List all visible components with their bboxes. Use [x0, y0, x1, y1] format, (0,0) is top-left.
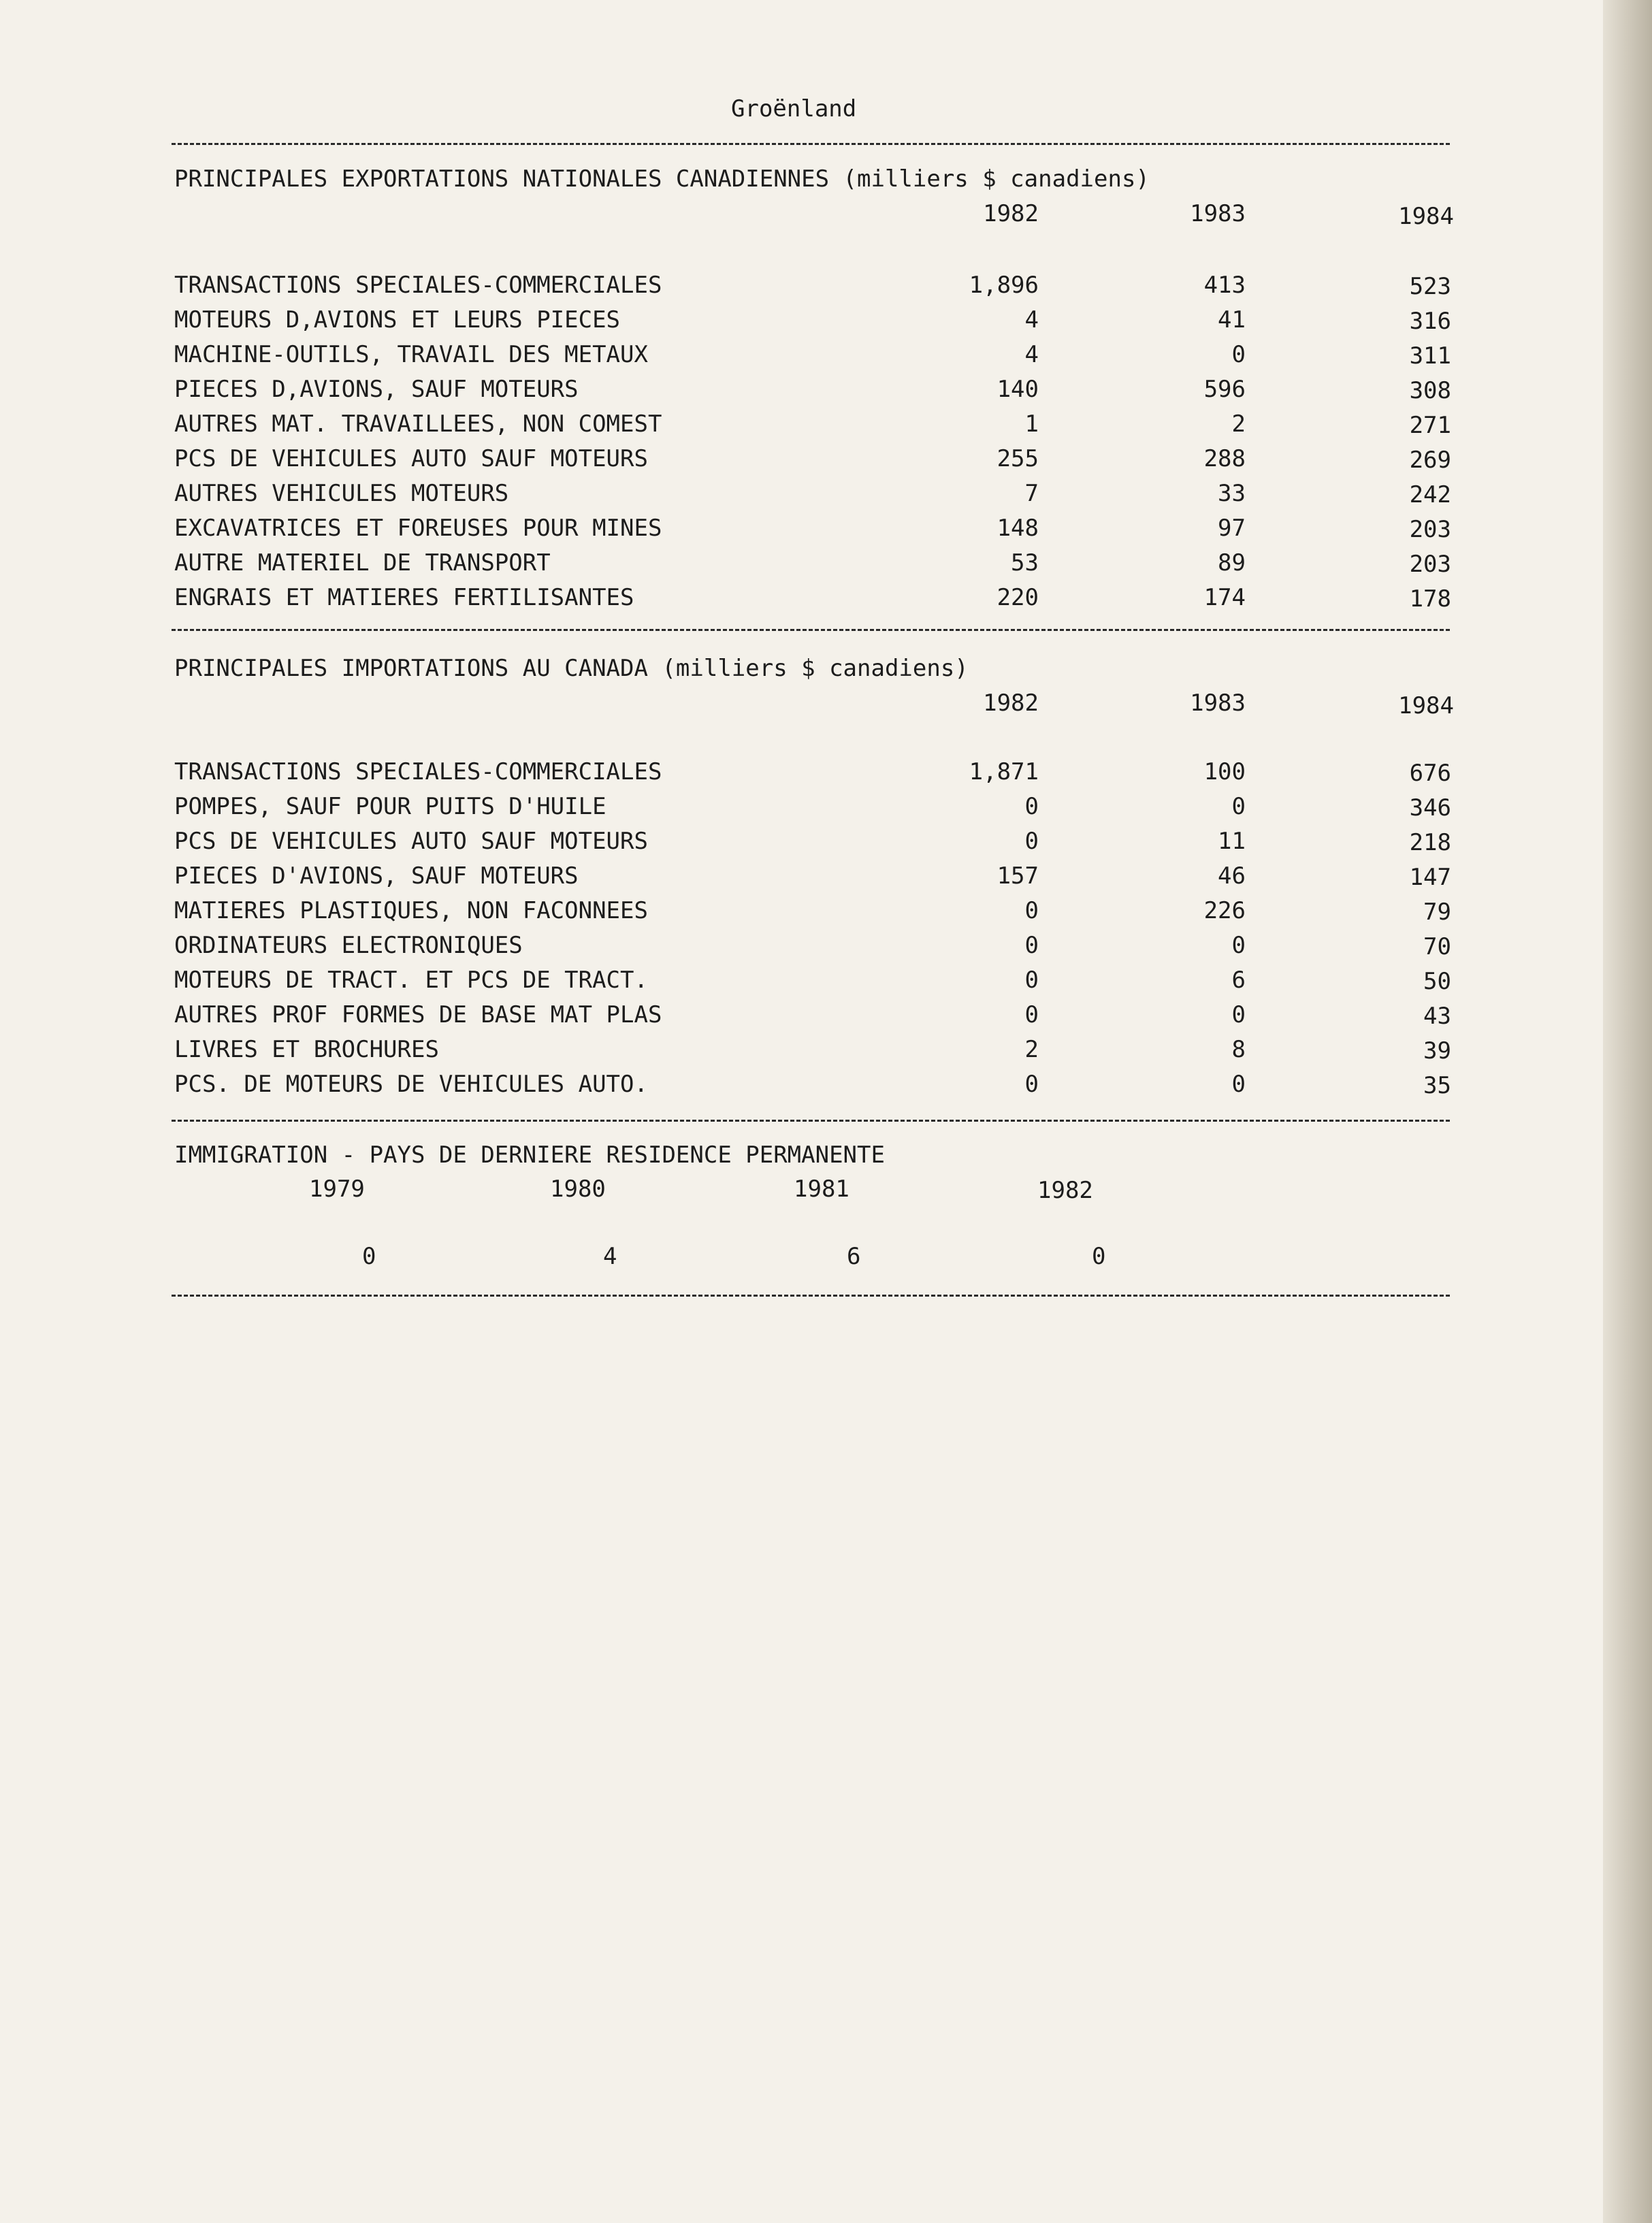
value-1982: 148 — [997, 515, 1039, 542]
value-1983: 0 — [1231, 1071, 1246, 1098]
value-1984: 39 — [1423, 1037, 1451, 1065]
value-1984: 178 — [1409, 585, 1451, 613]
value-1982: 0 — [1024, 967, 1039, 994]
imports-year-header: 1984 — [1398, 692, 1454, 719]
value-1984: 316 — [1409, 308, 1451, 335]
value-1983: 0 — [1231, 1001, 1246, 1028]
row-label: PCS DE VEHICULES AUTO SAUF MOTEURS — [174, 828, 648, 855]
value-1983: 97 — [1218, 515, 1246, 542]
value-1983: 33 — [1218, 480, 1246, 507]
value-1982: 2 — [1024, 1036, 1039, 1063]
value-1983: 8 — [1231, 1036, 1246, 1063]
divider — [172, 1120, 1450, 1122]
immigration-year-header: 1980 — [550, 1175, 606, 1203]
exports-year-header: 1982 — [983, 200, 1039, 227]
divider — [172, 1295, 1450, 1297]
value-1983: 0 — [1231, 932, 1246, 959]
imports-year-header: 1982 — [983, 689, 1039, 717]
value-1982: 0 — [1024, 793, 1039, 820]
value-1982: 0 — [1024, 932, 1039, 959]
value-1983: 46 — [1218, 862, 1246, 890]
value-1983: 2 — [1231, 410, 1246, 438]
exports-heading: PRINCIPALES EXPORTATIONS NATIONALES CANADIENNES (milliers $ canadiens) — [174, 165, 1150, 193]
immigration-heading: IMMIGRATION - PAYS DE DERNIERE RESIDENCE PERMANENTE — [174, 1141, 885, 1169]
value-1982: 0 — [1024, 1001, 1039, 1028]
value-1984: 203 — [1409, 516, 1451, 543]
value-1984: 43 — [1423, 1003, 1451, 1030]
value-1984: 242 — [1409, 481, 1451, 508]
value-1982: 0 — [1024, 897, 1039, 924]
value-1983: 596 — [1203, 376, 1246, 403]
value-1983: 174 — [1203, 584, 1246, 611]
row-label: POMPES, SAUF POUR PUITS D'HUILE — [174, 793, 606, 820]
page-edge — [1603, 0, 1652, 2223]
immigration-year-header: 1979 — [309, 1175, 365, 1203]
value-1984: 79 — [1423, 898, 1451, 926]
row-label: MOTEURS D,AVIONS ET LEURS PIECES — [174, 306, 621, 334]
row-label: PCS DE VEHICULES AUTO SAUF MOTEURS — [174, 445, 648, 472]
imports-heading: PRINCIPALES IMPORTATIONS AU CANADA (milliers $ canadiens) — [174, 655, 969, 682]
divider — [172, 143, 1450, 145]
value-1983: 226 — [1203, 897, 1246, 924]
immigration-value: 6 — [847, 1243, 861, 1270]
row-label: PCS. DE MOTEURS DE VEHICULES AUTO. — [174, 1071, 648, 1098]
row-label: AUTRES PROF FORMES DE BASE MAT PLAS — [174, 1001, 662, 1028]
value-1982: 255 — [997, 445, 1039, 472]
value-1984: 269 — [1409, 447, 1451, 474]
value-1982: 53 — [1011, 549, 1039, 577]
value-1984: 676 — [1409, 760, 1451, 787]
divider — [172, 629, 1450, 631]
value-1982: 0 — [1024, 828, 1039, 855]
exports-year-header: 1984 — [1398, 203, 1454, 230]
value-1984: 271 — [1409, 412, 1451, 439]
immigration-value: 0 — [362, 1243, 376, 1270]
value-1984: 218 — [1409, 829, 1451, 856]
immigration-year-header: 1982 — [1037, 1177, 1093, 1204]
value-1984: 147 — [1409, 864, 1451, 891]
value-1982: 4 — [1024, 341, 1039, 368]
row-label: MATIERES PLASTIQUES, NON FACONNEES — [174, 897, 648, 924]
row-label: EXCAVATRICES ET FOREUSES POUR MINES — [174, 515, 662, 542]
value-1983: 0 — [1231, 793, 1246, 820]
exports-year-header: 1983 — [1190, 200, 1246, 227]
row-label: ORDINATEURS ELECTRONIQUES — [174, 932, 523, 959]
row-label: TRANSACTIONS SPECIALES-COMMERCIALES — [174, 758, 662, 785]
row-label: AUTRE MATERIEL DE TRANSPORT — [174, 549, 551, 577]
row-label: MACHINE-OUTILS, TRAVAIL DES METAUX — [174, 341, 648, 368]
value-1982: 1 — [1024, 410, 1039, 438]
row-label: TRANSACTIONS SPECIALES-COMMERCIALES — [174, 272, 662, 299]
value-1982: 1,871 — [969, 758, 1039, 785]
value-1982: 140 — [997, 376, 1039, 403]
value-1983: 413 — [1203, 272, 1246, 299]
immigration-year-header: 1981 — [794, 1175, 849, 1203]
value-1983: 89 — [1218, 549, 1246, 577]
imports-year-header: 1983 — [1190, 689, 1246, 717]
value-1984: 311 — [1409, 342, 1451, 370]
row-label: ENGRAIS ET MATIERES FERTILISANTES — [174, 584, 634, 611]
value-1982: 1,896 — [969, 272, 1039, 299]
immigration-value: 4 — [603, 1243, 617, 1270]
row-label: LIVRES ET BROCHURES — [174, 1036, 439, 1063]
value-1983: 0 — [1231, 341, 1246, 368]
value-1982: 7 — [1024, 480, 1039, 507]
value-1982: 220 — [997, 584, 1039, 611]
immigration-value: 0 — [1092, 1243, 1106, 1270]
value-1984: 523 — [1409, 273, 1451, 300]
page-title: Groënland — [731, 95, 857, 123]
value-1982: 157 — [997, 862, 1039, 890]
value-1983: 41 — [1218, 306, 1246, 334]
value-1984: 50 — [1423, 968, 1451, 995]
value-1983: 6 — [1231, 967, 1246, 994]
value-1984: 308 — [1409, 377, 1451, 404]
value-1984: 35 — [1423, 1072, 1451, 1099]
value-1984: 203 — [1409, 551, 1451, 578]
row-label: MOTEURS DE TRACT. ET PCS DE TRACT. — [174, 967, 648, 994]
row-label: AUTRES VEHICULES MOTEURS — [174, 480, 509, 507]
value-1983: 11 — [1218, 828, 1246, 855]
row-label: PIECES D'AVIONS, SAUF MOTEURS — [174, 862, 579, 890]
value-1983: 100 — [1203, 758, 1246, 785]
row-label: AUTRES MAT. TRAVAILLEES, NON COMEST — [174, 410, 662, 438]
value-1982: 4 — [1024, 306, 1039, 334]
value-1983: 288 — [1203, 445, 1246, 472]
value-1982: 0 — [1024, 1071, 1039, 1098]
value-1984: 346 — [1409, 794, 1451, 822]
row-label: PIECES D,AVIONS, SAUF MOTEURS — [174, 376, 579, 403]
value-1984: 70 — [1423, 933, 1451, 960]
